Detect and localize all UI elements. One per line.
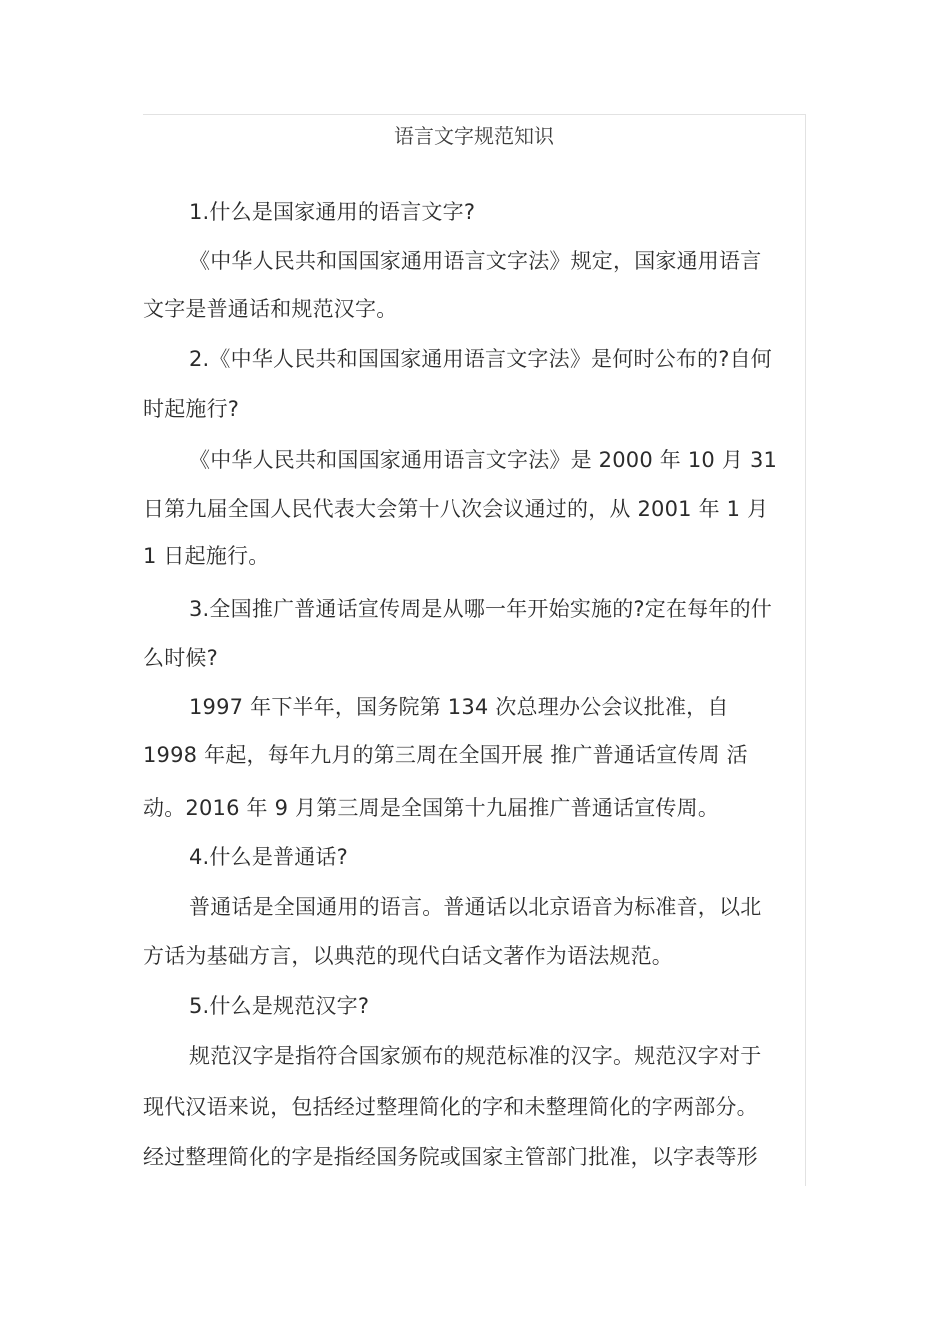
answer-2-line-3: 1 日起施行。 (143, 544, 270, 568)
answer-1-line-1: 《中华人民共和国国家通用语言文字法》规定，国家通用语言 (189, 249, 762, 273)
answer-5-line-2: 现代汉语来说，包括经过整理简化的字和未整理简化的字两部分。 (143, 1095, 758, 1119)
answer-3-line-3: 动。2016 年 9 月第三周是全国第十九届推广普通话宣传周。 (143, 796, 720, 820)
answer-5-line-3: 经过整理简化的字是指经国务院或国家主管部门批准，以字表等形 (143, 1145, 758, 1169)
answer-5-line-1: 规范汉字是指符合国家颁布的规范标准的汉字。规范汉字对于 (189, 1044, 762, 1068)
answer-3-line-1: 1997 年下半年，国务院第 134 次总理办公会议批准，自 (189, 695, 729, 719)
question-1: 1.什么是国家通用的语言文字? (189, 200, 476, 224)
answer-4-line-1: 普通话是全国通用的语言。普通话以北京语音为标准音，以北 (189, 895, 762, 919)
question-2-line-2: 时起施行? (143, 397, 240, 421)
question-3-line-2: 么时候? (143, 646, 218, 670)
answer-1-line-2: 文字是普通话和规范汉字。 (143, 297, 398, 321)
page-frame-right (805, 114, 806, 1186)
answer-3-line-2: 1998 年起，每年九月的第三周在全国开展 推广普通话宣传周 活 (143, 743, 748, 767)
page-frame-top (143, 114, 805, 115)
question-5: 5.什么是规范汉字? (189, 994, 370, 1018)
document-title: 语言文字规范知识 (394, 124, 554, 148)
question-4: 4.什么是普通话? (189, 845, 348, 869)
question-2-line-1: 2.《中华人民共和国国家通用语言文字法》是何时公布的?自何 (189, 347, 772, 371)
answer-4-line-2: 方话为基础方言，以典范的现代白话文著作为语法规范。 (143, 944, 673, 968)
answer-2-line-1: 《中华人民共和国国家通用语言文字法》是 2000 年 10 月 31 (189, 448, 778, 472)
answer-2-line-2: 日第九届全国人民代表大会第十八次会议通过的，从 2001 年 1 月 (143, 497, 769, 521)
question-3-line-1: 3.全国推广普通话宣传周是从哪一年开始实施的?定在每年的什 (189, 597, 772, 621)
